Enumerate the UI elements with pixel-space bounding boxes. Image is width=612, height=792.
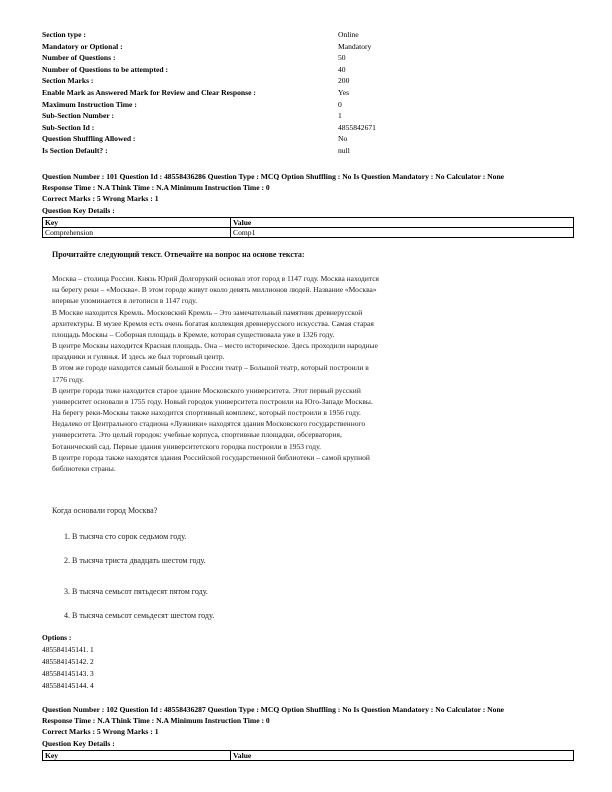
section-marks-value: 200 [338,76,350,86]
subsection-number-row [42,110,582,122]
question-102-key-table [42,750,574,761]
section-type-value: Online [338,30,359,39]
passage-line: В этом же городе находится самый большой в России театр – Большой театр, который построили в [52,363,369,373]
section-marks-row [42,75,582,87]
passage-line: 1776 году. [52,374,84,384]
passage-line: университета. Это целый городок: учебные корпуса, спортивные площадки, обсерватория, [52,430,342,440]
passage-line: В Москве находится Кремль. Московский Кремль – Это замечательный памятник древнерусской [52,307,363,317]
options-list [42,632,94,692]
subsection-id-value: 4855842671 [338,122,376,132]
passage-line: университет основали в 1755 году. Новый городок университета построили на Юго-Западе Москвы. [52,396,373,406]
options-label: Options : [42,633,72,642]
question-102-marks: Correct Marks : 5 Wrong Marks : 1 [42,727,159,737]
section-default-label: Is Section Default? : [42,145,108,155]
passage-line: площадь Москвы – Соборная площадь в Кремле, которая существовала уже в 1326 году. [52,329,335,339]
question-101-key-table [42,217,574,238]
subsection-id-row [42,122,582,134]
value-header-cell: Value [231,751,574,761]
answer-option-2: 2. В тысяча триста двадцать шестом году. [64,556,206,565]
section-marks-label: Section Marks : [42,76,94,86]
answer-option-1: 1. В тысяча сто сорок седьмом году. [64,532,187,541]
mandatory-row [42,41,582,53]
question-102-key-details: Question Key Details : [42,738,115,748]
num-questions-row [42,52,582,64]
passage-line: В центре Москвы находится Красная площадь. Она – место историческое. Здесь проходили народные [52,341,378,351]
option-id-2: 485584145142. 2 [42,657,94,667]
answer-option-3: 3. В тысяча семьсот пятьдесят пятом году. [64,587,208,596]
passage-line: Ботанический сад. Первые здания университетского городка построили в 1953 году. [52,441,321,451]
shuffling-row [42,133,582,145]
subsection-id-label: Sub-Section Id : [42,122,95,132]
max-instruction-value: 0 [338,99,342,109]
subsection-number-value: 1 [338,111,342,121]
section-info [42,29,582,157]
key-table-row [43,228,574,238]
num-attempt-value: 40 [338,64,346,74]
num-questions-value: 50 [338,53,346,63]
question-text: Когда основали город Москва? [52,506,158,515]
max-instruction-label: Maximum Instruction Time : [42,99,137,109]
passage-line: В центре города тоже находится старое здание Московского университета. Этот первый русский [52,385,361,395]
shuffling-value: No [338,134,348,144]
question-102-timing: Response Time : N.A Think Time : N.A Minimum Instruction Time : 0 [42,716,270,726]
enable-mark-row [42,87,582,99]
passage-instruction: Прочитайте следующий текст. Отвечайте на вопрос на основе текста: [52,250,305,259]
option-id-4: 485584145144. 4 [42,681,94,691]
passage-line: архитектуры. В музее Кремля есть очень богатая коллекция древнерусского искусства. Самая старая [52,318,374,328]
enable-mark-value: Yes [338,87,350,97]
section-default-row [42,145,582,157]
key-header-cell: Key [43,218,231,228]
mandatory-value: Mandatory [338,41,372,51]
passage-line: На берегу реки-Москвы также находится спортивный комплекс, который построили в 1956 году. [52,408,361,418]
passage-line: впервые упоминается в летописи в 1147 году. [52,296,198,306]
comprehension-passage [52,249,532,474]
question-102-meta: Question Number : 102 Question Id : 48558436287 Question Type : MCQ Option Shuffling : No Is Question Mandatory : No Calculator : None [42,705,505,714]
section-type-row [42,29,582,41]
option-id-1: 485584145141. 1 [42,645,94,655]
key-table-header-row [43,218,574,228]
subsection-number-label: Sub-Section Number : [42,111,115,121]
passage-line: на берегу реки – «Москва». В этом городе живут около девять миллионов людей. Название «Москва» [52,285,377,295]
num-attempt-label: Number of Questions to be attempted : [42,64,168,74]
key-header-cell: Key [43,751,231,761]
key-table-header-row [43,751,574,761]
num-questions-label: Number of Questions : [42,53,116,63]
passage-line: В центре города также находятся здания Российской государственной библиотеки – самой крупной [52,452,370,462]
enable-mark-label: Enable Mark as Answered Mark for Review and Clear Response : [42,87,256,97]
key-cell: Comprehension [43,228,231,238]
passage-line: Недалеко от Центрального стадиона «Лужники» находятся здания Московского государственного [52,419,366,429]
mandatory-label: Mandatory or Optional : [42,41,123,51]
question-101-header [42,171,582,216]
answer-option-4: 4. В тысяча семьсот семьдесят шестом году. [64,611,215,620]
question-101-timing: Response Time : N.A Think Time : N.A Minimum Instruction Time : 0 [42,183,270,193]
shuffling-label: Question Shuffling Allowed : [42,134,136,144]
section-type-label: Section type : [42,30,86,39]
passage-line: Москва – столица России. Князь Юрий Долгорукий основал этот город в 1147 году. Москва находится [52,274,379,284]
value-cell: Comp1 [231,228,574,238]
section-default-value: null [338,145,350,155]
question-101-key-details: Question Key Details : [42,205,115,215]
question-102-header [42,704,582,749]
passage-line: библиотеки страны. [52,463,116,473]
question-101-marks: Correct Marks : 5 Wrong Marks : 1 [42,194,159,204]
max-instruction-row [42,99,582,111]
num-attempt-row [42,64,582,76]
passage-line: праздники и гулянья. И здесь же был торговый центр. [52,352,225,362]
value-header-cell: Value [231,218,574,228]
question-101-meta: Question Number : 101 Question Id : 48558436286 Question Type : MCQ Option Shuffling : No Is Question Mandatory : No Calculator : None [42,172,505,181]
option-id-3: 485584145143. 3 [42,669,94,679]
